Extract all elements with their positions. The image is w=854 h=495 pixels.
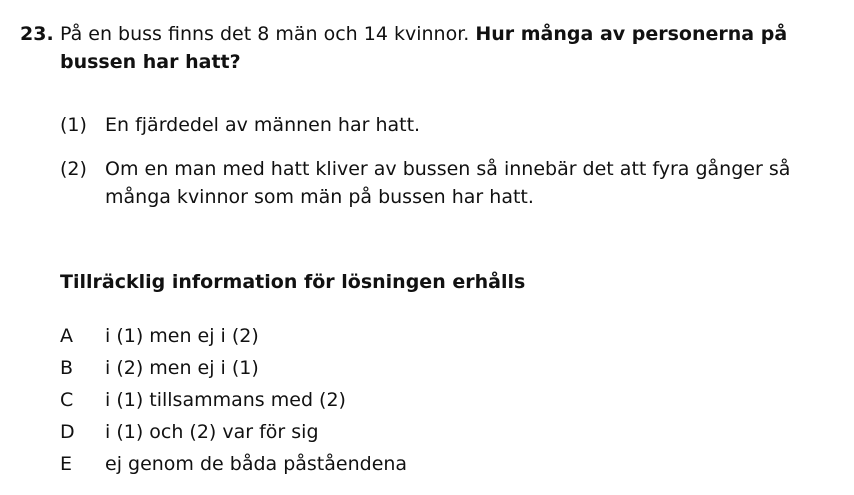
option-e[interactable] bbox=[60, 450, 760, 478]
statement-number: (1) bbox=[60, 114, 87, 136]
option-text: i (2) men ej i (1) bbox=[105, 357, 259, 379]
question-prompt: Hur många av personerna på bussen har hatt? bbox=[60, 23, 788, 73]
answer-heading: Tillräcklig information för lösningen erhålls bbox=[60, 271, 526, 293]
option-b[interactable] bbox=[60, 354, 760, 382]
question bbox=[20, 20, 840, 76]
option-c[interactable] bbox=[60, 386, 760, 414]
option-letter: A bbox=[60, 325, 73, 347]
option-d[interactable] bbox=[60, 418, 760, 446]
question-intro: På en buss finns det 8 män och 14 kvinnor. bbox=[60, 23, 476, 45]
option-text: i (1) och (2) var för sig bbox=[105, 421, 319, 443]
statement-number: (2) bbox=[60, 158, 87, 180]
option-letter: C bbox=[60, 389, 74, 411]
option-letter: E bbox=[60, 453, 73, 475]
statement-2 bbox=[60, 155, 840, 211]
question-text bbox=[60, 20, 840, 76]
statement-1 bbox=[60, 111, 840, 139]
question-number: 23. bbox=[20, 23, 54, 45]
option-text: ej genom de båda påståendena bbox=[105, 453, 408, 475]
option-letter: B bbox=[60, 357, 74, 379]
option-text: i (1) men ej i (2) bbox=[105, 325, 259, 347]
statement-text: En fjärdedel av männen har hatt. bbox=[105, 114, 421, 136]
option-text: i (1) tillsammans med (2) bbox=[105, 389, 346, 411]
statement-text: Om en man med hatt kliver av bussen så innebär det att fyra gånger så många kvinnor som män på bussen har hatt. bbox=[105, 158, 791, 208]
option-a[interactable] bbox=[60, 322, 760, 350]
option-letter: D bbox=[60, 421, 75, 443]
